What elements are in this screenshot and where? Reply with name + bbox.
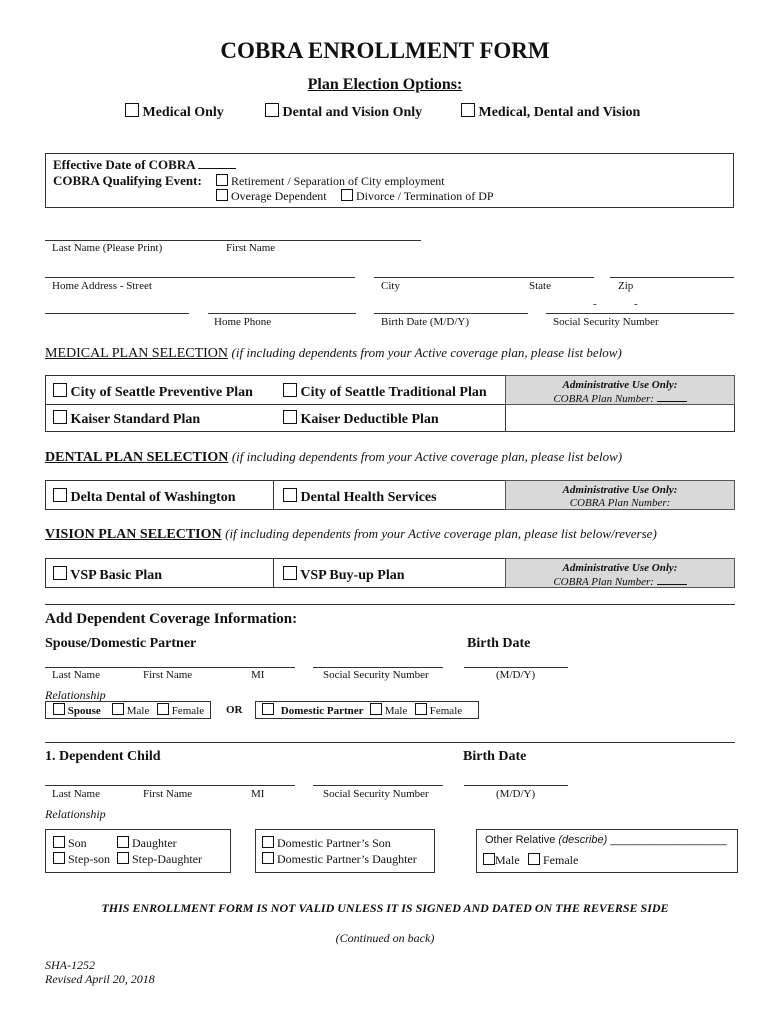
phone-area-line[interactable] (45, 313, 189, 314)
spouse-name-line[interactable] (45, 667, 295, 668)
zip-label: Zip (618, 280, 634, 292)
checkbox[interactable] (216, 189, 228, 201)
city-label: City (381, 280, 400, 292)
spouse-ssn-label: Social Security Number (323, 669, 429, 681)
plan-kaiser-standard[interactable]: Kaiser Standard Plan (53, 410, 200, 428)
checkbox[interactable] (53, 383, 67, 397)
continued-note: (Continued on back) (335, 931, 435, 945)
plan-election-heading: Plan Election Options: (307, 76, 463, 93)
child-last-name-label: Last Name (52, 788, 100, 800)
checkbox[interactable] (341, 189, 353, 201)
name-field-line[interactable] (45, 240, 421, 241)
home-phone-label: Home Phone (214, 316, 272, 328)
ssn-label: Social Security Number (553, 316, 659, 328)
option-medical-only[interactable]: Medical Only (125, 103, 224, 121)
divider (45, 404, 505, 405)
checkbox[interactable] (53, 566, 67, 580)
admin-use-dental: Administrative Use Only: COBRA Plan Number: (505, 480, 735, 510)
child-birth-line[interactable] (464, 785, 568, 786)
birth-date-label: Birth Date (M/D/Y) (381, 316, 469, 328)
plan-kaiser-deductible[interactable]: Kaiser Deductible Plan (283, 410, 439, 428)
checkbox[interactable] (53, 703, 65, 715)
checkbox[interactable] (216, 174, 228, 186)
rel-spouse[interactable]: Spouse (53, 703, 101, 717)
checkbox[interactable] (461, 103, 475, 117)
checkbox[interactable] (483, 853, 495, 865)
plan-vsp-basic[interactable]: VSP Basic Plan (53, 566, 162, 584)
child-first-name-label: First Name (143, 788, 193, 800)
plan-seattle-traditional[interactable]: City of Seattle Traditional Plan (283, 383, 487, 401)
checkbox[interactable] (53, 410, 67, 424)
validity-notice: THIS ENROLLMENT FORM IS NOT VALID UNLESS IT IS SIGNED AND DATED ON THE REVERSE SIDE (101, 901, 669, 915)
zip-field-line[interactable] (610, 277, 734, 278)
rel-son[interactable]: Son (53, 836, 87, 851)
spouse-relationship-label: Relationship (45, 688, 106, 702)
checkbox[interactable] (157, 703, 169, 715)
checkbox[interactable] (125, 103, 139, 117)
city-field-line[interactable] (374, 277, 594, 278)
other-relative-label: Other Relative (describe) ___________________ (485, 834, 727, 846)
checkbox[interactable] (262, 703, 274, 715)
section-divider (45, 742, 735, 743)
child-mdy-label: (M/D/Y) (496, 788, 536, 800)
child-ssn-line[interactable] (313, 785, 443, 786)
rel-stepdaughter[interactable]: Step-Daughter (117, 852, 202, 867)
checkbox[interactable] (283, 566, 297, 580)
rel-stepson[interactable]: Step-son (53, 852, 110, 867)
or-label: OR (226, 704, 243, 716)
divider (273, 558, 274, 588)
child-name-line[interactable] (45, 785, 295, 786)
plan-seattle-preventive[interactable]: City of Seattle Preventive Plan (53, 383, 253, 401)
dental-section-heading: DENTAL PLAN SELECTION (if including dependents from your Active coverage plan, please list below) (45, 449, 623, 465)
spouse-female[interactable]: Female (157, 703, 204, 717)
other-male[interactable]: Male (483, 853, 520, 868)
spouse-male[interactable]: Male (112, 703, 149, 717)
checkbox[interactable] (53, 852, 65, 864)
other-female[interactable]: Female (528, 853, 578, 868)
checkbox[interactable] (112, 703, 124, 715)
medical-section-heading: MEDICAL PLAN SELECTION (if including dependents from your Active coverage plan, please list below) (45, 345, 622, 361)
checkbox[interactable] (528, 853, 540, 865)
checkbox[interactable] (415, 703, 427, 715)
rel-dp-daughter[interactable]: Domestic Partner’s Daughter (262, 852, 417, 867)
spouse-mi-label: MI (251, 669, 265, 681)
event-retirement[interactable]: Retirement / Separation of City employment (216, 174, 445, 189)
checkbox[interactable] (370, 703, 382, 715)
child-mi-label: MI (251, 788, 265, 800)
home-phone-line[interactable] (208, 313, 356, 314)
admin-use-medical: Administrative Use Only: COBRA Plan Number: (505, 375, 735, 405)
checkbox[interactable] (265, 103, 279, 117)
dp-male[interactable]: Male (370, 703, 407, 717)
spouse-mdy-label: (M/D/Y) (496, 669, 536, 681)
spouse-first-name-label: First Name (143, 669, 193, 681)
option-medical-dental-vision[interactable]: Medical, Dental and Vision (461, 103, 640, 121)
divider (273, 480, 274, 510)
plan-dental-health-services[interactable]: Dental Health Services (283, 488, 437, 506)
revised-date: Revised April 20, 2018 (45, 972, 155, 986)
admin-use-vision: Administrative Use Only: COBRA Plan Number: (505, 558, 735, 588)
checkbox[interactable] (262, 852, 274, 864)
section-divider (45, 604, 735, 605)
checkbox[interactable] (117, 836, 129, 848)
spouse-birth-date-heading: Birth Date (467, 636, 531, 651)
plan-vsp-buyup[interactable]: VSP Buy-up Plan (283, 566, 405, 584)
rel-dp-son[interactable]: Domestic Partner’s Son (262, 836, 391, 851)
checkbox[interactable] (53, 488, 67, 502)
qualifying-event-label: COBRA Qualifying Event: (53, 173, 202, 188)
first-name-label: First Name (226, 242, 276, 254)
checkbox[interactable] (283, 383, 297, 397)
rel-domestic-partner[interactable]: Domestic Partner (262, 703, 364, 717)
option-dental-vision-only[interactable]: Dental and Vision Only (265, 103, 422, 121)
form-id: SHA-1252 (45, 958, 95, 972)
vision-section-heading: VISION PLAN SELECTION (if including dependents from your Active coverage plan, please list below/reverse) (45, 526, 657, 542)
address-field-line[interactable] (45, 277, 355, 278)
effective-date-label: Effective Date of COBRA (53, 157, 236, 173)
child-birth-date-heading: Birth Date (463, 749, 527, 764)
ssn-dash: - (634, 298, 638, 310)
checkbox[interactable] (117, 852, 129, 864)
checkbox[interactable] (53, 836, 65, 848)
ssn-line[interactable] (546, 313, 734, 314)
child-heading: 1. Dependent Child (45, 749, 161, 764)
event-divorce[interactable]: Divorce / Termination of DP (341, 189, 494, 204)
dp-female[interactable]: Female (415, 703, 462, 717)
spouse-heading: Spouse/Domestic Partner (45, 636, 197, 651)
dependents-heading: Add Dependent Coverage Information: (45, 611, 298, 627)
event-overage-dependent[interactable]: Overage Dependent (216, 189, 327, 204)
spouse-birth-line[interactable] (464, 667, 568, 668)
birth-date-line[interactable] (374, 313, 528, 314)
rel-daughter[interactable]: Daughter (117, 836, 177, 851)
spouse-ssn-line[interactable] (313, 667, 443, 668)
ssn-dash: - (593, 298, 597, 310)
state-label: State (529, 280, 551, 292)
child-ssn-label: Social Security Number (323, 788, 429, 800)
spouse-last-name-label: Last Name (52, 669, 100, 681)
plan-delta-dental[interactable]: Delta Dental of Washington (53, 488, 236, 506)
home-address-label: Home Address - Street (52, 280, 152, 292)
checkbox[interactable] (262, 836, 274, 848)
checkbox[interactable] (283, 488, 297, 502)
form-title: COBRA ENROLLMENT FORM (220, 38, 550, 63)
last-name-label: Last Name (Please Print) (52, 242, 163, 254)
checkbox[interactable] (283, 410, 297, 424)
child-relationship-label: Relationship (45, 807, 106, 821)
